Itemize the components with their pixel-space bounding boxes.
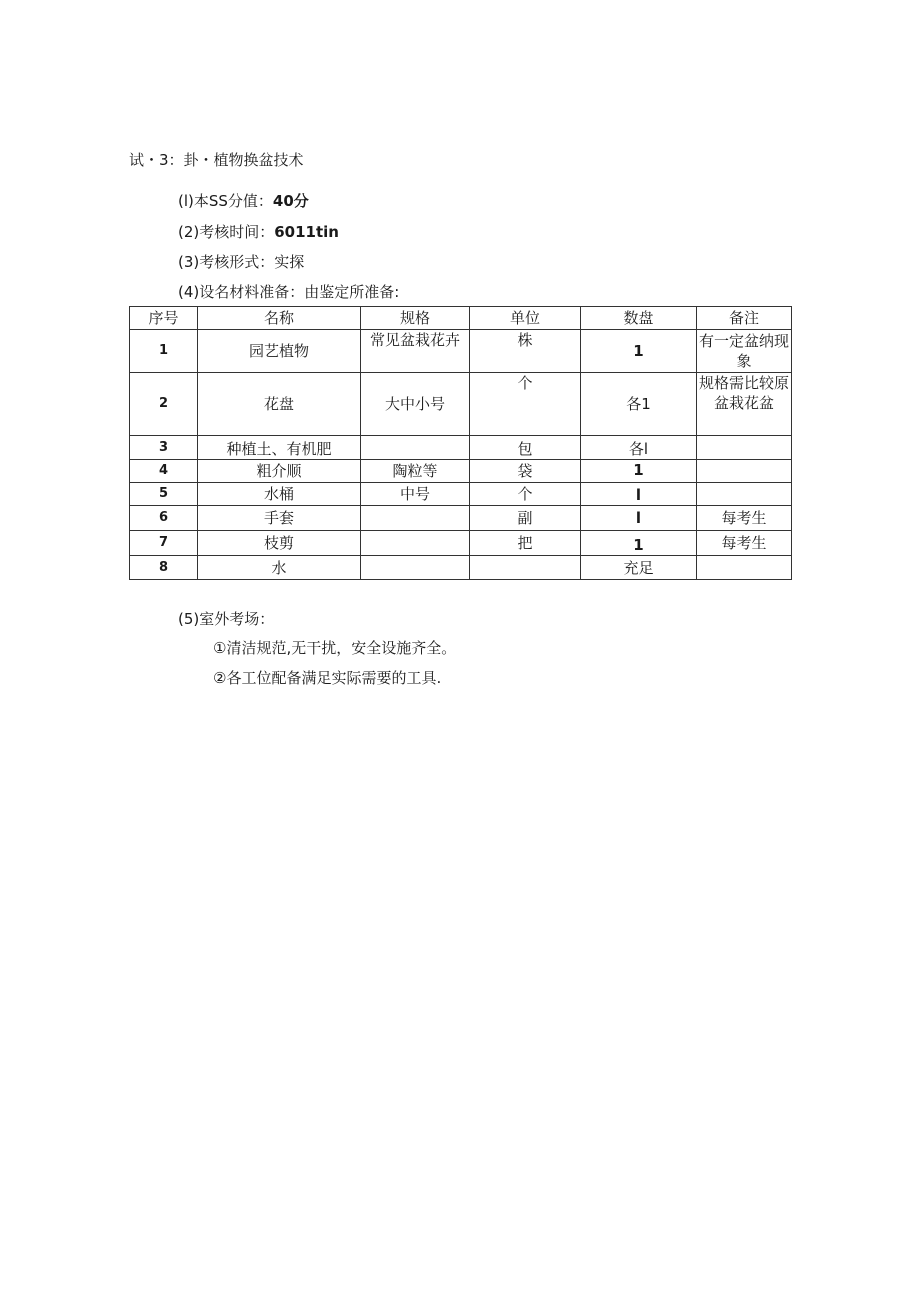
score-label: (l)本SS分值： — [178, 192, 273, 210]
cell-no: 2 — [130, 373, 198, 436]
table-row — [130, 483, 792, 506]
cell-no: 8 — [130, 556, 198, 580]
form-label: (3)考核形式： — [178, 253, 275, 271]
cell-no: 4 — [130, 460, 198, 483]
cell-qty: 充足 — [581, 556, 697, 580]
table-row — [130, 330, 792, 373]
cell-note: 每考生 — [697, 506, 792, 531]
form-line — [178, 252, 304, 272]
cell-no: 1 — [130, 330, 198, 373]
time-value: 6011tin — [274, 223, 339, 241]
header-spec: 规格 — [361, 307, 470, 330]
cell-spec — [361, 436, 470, 460]
score-value: 40分 — [272, 192, 309, 210]
materials-label: (4)设名材料准备：由鉴定所准备: — [178, 283, 400, 301]
header-unit: 单位 — [470, 307, 581, 330]
header-note: 备注 — [697, 307, 792, 330]
table-header-row — [130, 307, 792, 330]
score-line — [178, 191, 309, 211]
time-line — [178, 222, 339, 242]
header-qty: 数盘 — [581, 307, 697, 330]
cell-note: 有一定盆纳现象 — [697, 330, 792, 373]
form-value: 实探 — [274, 253, 305, 271]
cell-name: 手套 — [198, 506, 361, 531]
table-row — [130, 373, 792, 436]
time-label: (2)考核时间： — [178, 223, 275, 241]
page-title: 试・3：卦・植物换盆技术 — [129, 151, 304, 169]
cell-spec — [361, 506, 470, 531]
cell-unit: 副 — [470, 506, 581, 531]
cell-name: 粗介顺 — [198, 460, 361, 483]
cell-spec: 大中小号 — [361, 373, 470, 436]
cell-qty: 1 — [581, 460, 697, 483]
cell-unit: 袋 — [470, 460, 581, 483]
venue-point: ②各工位配备满足实际需要的工具. — [213, 669, 442, 687]
cell-spec: 常见盆栽花卉 — [361, 330, 470, 373]
materials-table — [129, 306, 792, 580]
cell-no: 3 — [130, 436, 198, 460]
table-row — [130, 436, 792, 460]
cell-unit — [470, 556, 581, 580]
cell-no: 5 — [130, 483, 198, 506]
cell-name: 种植土、有机肥 — [198, 436, 361, 460]
cell-name: 水桶 — [198, 483, 361, 506]
cell-unit: 包 — [470, 436, 581, 460]
table-row — [130, 556, 792, 580]
cell-qty: l — [581, 483, 697, 506]
cell-note — [697, 436, 792, 460]
cell-note — [697, 483, 792, 506]
venue-point: ①清洁规范,无干扰，安全设施齐全。 — [213, 639, 457, 657]
cell-note — [697, 556, 792, 580]
cell-qty: 1 — [581, 330, 697, 373]
cell-no: 7 — [130, 531, 198, 556]
cell-no: 6 — [130, 506, 198, 531]
header-no: 序号 — [130, 307, 198, 330]
cell-name: 水 — [198, 556, 361, 580]
cell-note: 规格需比较原盆栽花盆 — [697, 373, 792, 436]
cell-name: 枝剪 — [198, 531, 361, 556]
cell-unit: 把 — [470, 531, 581, 556]
cell-qty: 各l — [581, 436, 697, 460]
cell-unit: 个 — [470, 373, 581, 436]
cell-note — [697, 460, 792, 483]
cell-qty: 各1 — [581, 373, 697, 436]
cell-spec — [361, 531, 470, 556]
table-row — [130, 506, 792, 531]
table-row — [130, 531, 792, 556]
cell-spec: 中号 — [361, 483, 470, 506]
cell-spec: 陶粒等 — [361, 460, 470, 483]
table-row — [130, 460, 792, 483]
header-name: 名称 — [198, 307, 361, 330]
cell-qty: l — [581, 506, 697, 531]
cell-spec — [361, 556, 470, 580]
cell-name: 花盘 — [198, 373, 361, 436]
cell-note: 每考生 — [697, 531, 792, 556]
venue-label: (5)室外考场： — [178, 610, 275, 628]
cell-unit: 个 — [470, 483, 581, 506]
cell-unit: 株 — [470, 330, 581, 373]
cell-qty: 1 — [581, 531, 697, 556]
cell-name: 园艺植物 — [198, 330, 361, 373]
